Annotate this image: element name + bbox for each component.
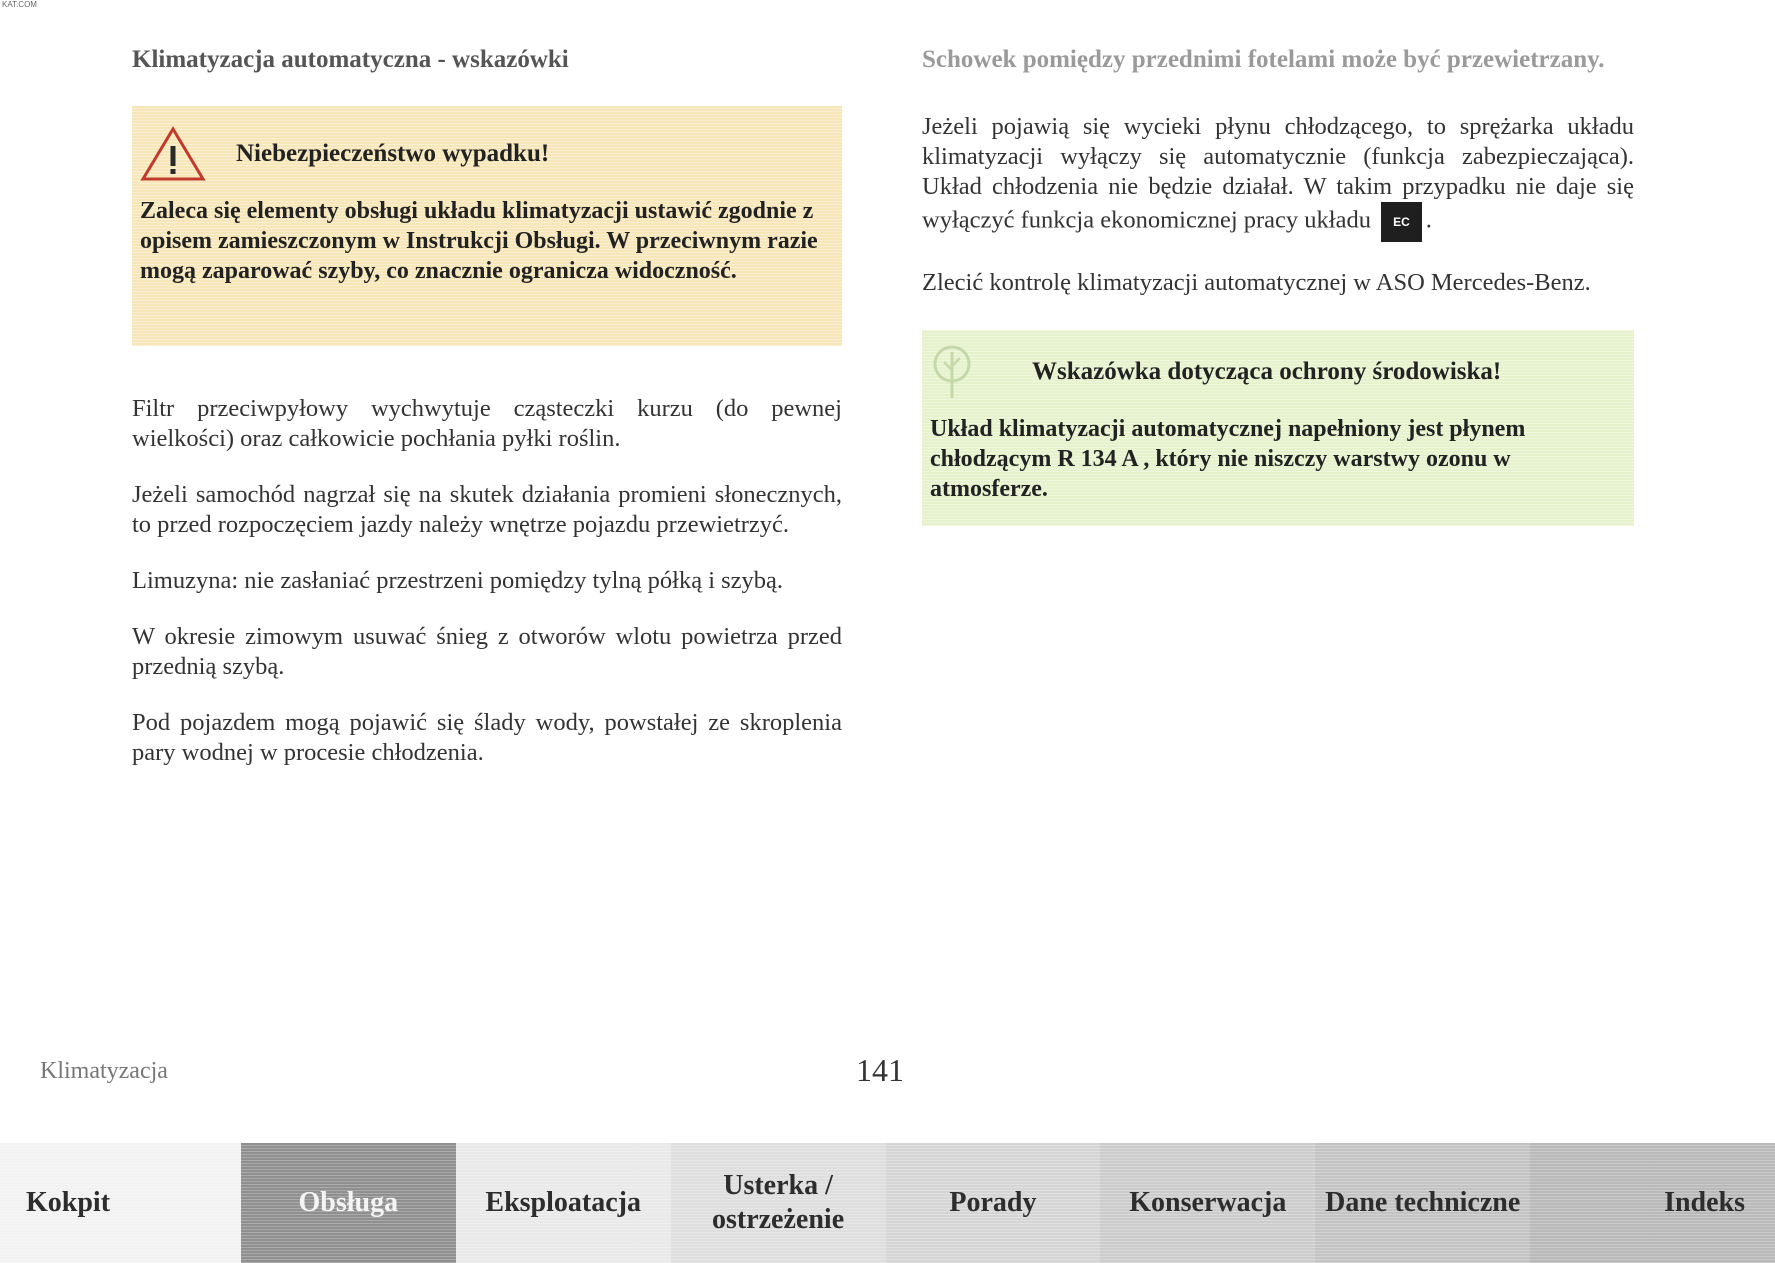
tab-porady[interactable]: Porady <box>886 1143 1101 1263</box>
ec-button-icon: EC <box>1381 202 1422 242</box>
paragraph: Filtr przeciwpyłowy wychwytuje cząsteczki kurzu (do pewnej wielkości) oraz całkowicie pochłania pyłki roślin. <box>132 395 842 452</box>
paragraph-with-badge <box>922 112 1634 242</box>
environment-box <box>922 330 1634 526</box>
tab-eksploatacja[interactable]: Eksploatacja <box>456 1143 671 1263</box>
right-column <box>922 40 1634 526</box>
left-paragraphs <box>132 394 842 768</box>
warning-title: Niebezpieczeństwo wypadku! <box>236 140 550 167</box>
environment-title-row <box>930 344 1624 400</box>
paragraph: Zlecić kontrolę klimatyzacji automatycznej w ASO Mercedes-Benz. <box>922 269 1591 296</box>
page-number: 141 <box>856 1052 904 1088</box>
paragraph: Pod pojazdem mogą pojawić się ślady wody, powstałej ze skroplenia pary wodnej w procesie chłodzenia. <box>132 709 842 766</box>
warning-body: Zaleca się elementy obsługi układu klimatyzacji ustawić zgodnie z opisem zamieszczonym w Instrukcji Obsługi. W przeciwnym razie mogą zaparować szyby, co znacznie ogranicza widoczność. <box>140 198 818 284</box>
footer-section-label: Klimatyzacja <box>40 1058 168 1084</box>
paragraph: Limuzyna: nie zasłaniać przestrzeni pomiędzy tylną półką i szybą. <box>132 567 784 594</box>
paragraph-text: Jeżeli pojawią się wycieki płynu chłodzącego, to sprężarka układu klimatyzacji wyłączy się automatycznie (funkcja zabezpieczająca). Układ chłodzenia nie będzie działał. W takim przypadku nie daje się wyłączyć funkcja ekonomicznej pracy układu <box>922 113 1634 234</box>
right-paragraphs <box>922 112 1634 298</box>
faint-heading: Schowek pomiędzy przednimi fotelami może być przewietrzany. <box>922 46 1605 73</box>
tab-kokpit[interactable]: Kokpit <box>0 1143 241 1263</box>
warning-triangle-icon <box>140 126 206 182</box>
tab-konserwacja[interactable]: Konserwacja <box>1100 1143 1315 1263</box>
environment-leaf-icon <box>930 344 980 400</box>
tab-usterka-ostrzezenie[interactable]: Usterka / ostrzeżenie <box>671 1143 886 1263</box>
warning-box <box>132 106 842 346</box>
environment-title: Wskazówka dotycząca ochrony środowiska! <box>1032 358 1502 385</box>
warning-title-row <box>140 126 832 182</box>
paragraph-end: . <box>1425 206 1432 234</box>
chapter-tab-bar <box>0 1143 1775 1263</box>
section-heading: Klimatyzacja automatyczna - wskazówki <box>132 46 569 73</box>
left-column <box>132 40 842 794</box>
tab-dane-techniczne[interactable]: Dane techniczne <box>1315 1143 1530 1263</box>
tab-obsluga[interactable]: Obsługa <box>241 1143 456 1263</box>
paragraph: W okresie zimowym usuwać śnieg z otworów wlotu powietrza przed przednią szybą. <box>132 623 842 680</box>
environment-body: Układ klimatyzacji automatycznej napełniony jest płynem chłodzącym R 134 A , który nie niszczy warstwy ozonu w atmosferze. <box>930 416 1526 502</box>
paragraph: Jeżeli samochód nagrzał się na skutek działania promieni słonecznych, to przed rozpoczęciem jazdy należy wnętrze pojazdu przewietrzyć. <box>132 481 842 538</box>
tab-indeks[interactable]: Indeks <box>1530 1143 1775 1263</box>
watermark-text: KAT.COM <box>2 0 37 9</box>
